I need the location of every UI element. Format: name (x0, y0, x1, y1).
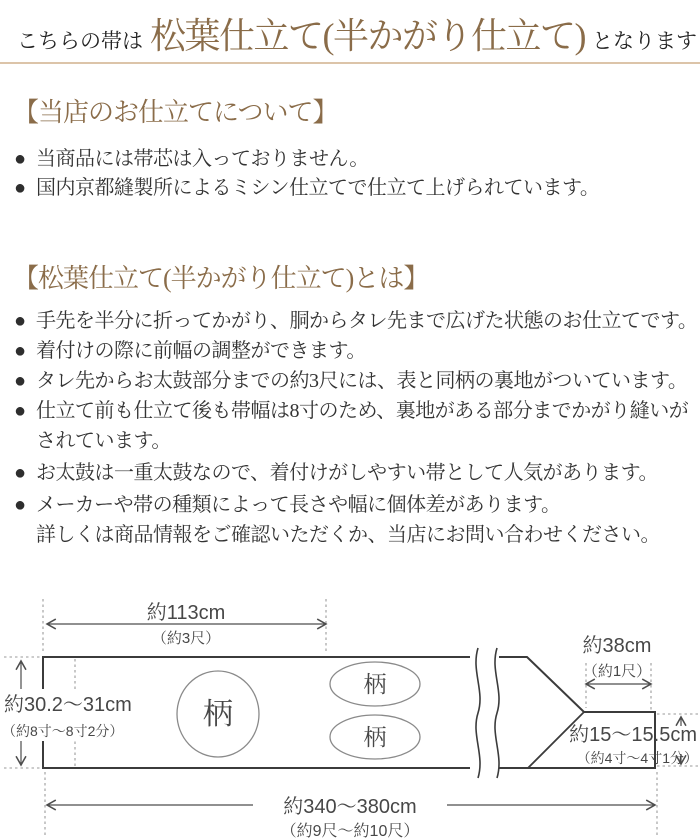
page-title (17, 8, 697, 59)
obi-width-sun-label: （約8寸〜8寸2分） (2, 723, 124, 739)
bullet-text: メーカーや帯の種類によって長さや幅に個体差があります。 (36, 494, 561, 516)
list-item (14, 396, 697, 456)
bullet-text-continued: されています。 (36, 430, 171, 452)
bullet-icon: ● (14, 340, 26, 362)
pattern-label-bottom: 柄 (363, 724, 387, 750)
title-suffix: となります (591, 29, 697, 53)
folded-width-sun-label: （約4寸〜4寸1分） (576, 750, 698, 766)
bullet-icon: ● (14, 310, 26, 332)
bullet-text: お太鼓は一重太鼓なので、着付けがしやすい帯として人気があります。 (36, 462, 658, 484)
matsuba-bullet-list (14, 306, 697, 550)
bullet-text-continued: 詳しくは商品情報をご確認いただくか、当店にお問い合わせください。 (36, 524, 660, 546)
list-item (14, 490, 697, 550)
bullet-text: 当商品には帯芯は入っておりません。 (36, 148, 369, 170)
section-heading-matsuba-shitate: 【松葉仕立て(半かがり仕立て)とは】 (13, 264, 429, 293)
bullet-text: 手先を半分に折ってかがり、胴からタレ先まで広げた状態のお仕立てです。 (36, 310, 698, 332)
bullet-icon: ● (14, 400, 26, 422)
bullet-text: 仕立て前も仕立て後も帯幅は8寸のため、裏地がある部分までかがり縫いが (36, 400, 689, 422)
break-wave-right (495, 648, 499, 778)
total-length-cm-label: 約340〜380cm (283, 796, 417, 818)
tare-length-shaku-label: （約1尺） (582, 663, 652, 680)
total-length-shaku-label: （約9尺〜約10尺） (280, 823, 420, 840)
divider-rule (0, 62, 700, 64)
folded-width-cm-label: 約15〜15.5cm (569, 724, 697, 746)
bullet-text: 着付けの際に前幅の調整ができます。 (36, 340, 366, 362)
pattern-label-top: 柄 (363, 671, 387, 697)
obi-dimension-diagram (0, 585, 700, 840)
title-highlight: 松葉仕立て(半かがり仕立て) (150, 16, 585, 56)
break-wave-left (476, 648, 480, 778)
obi-width-cm-label: 約30.2〜31cm (4, 694, 132, 716)
bullet-icon: ● (14, 148, 26, 170)
bullet-text-group (36, 396, 688, 456)
tesaki-length-shaku-label: （約3尺） (151, 630, 221, 647)
bullet-icon: ● (14, 494, 26, 516)
list-item (14, 366, 697, 396)
section-heading-shop-tailoring: 【当店のお仕立てについて】 (13, 98, 338, 127)
pattern-label-large: 柄 (203, 698, 233, 731)
shop-bullet-list (14, 145, 599, 203)
tare-length-cm-label: 約38cm (582, 635, 652, 657)
bullet-text-group (36, 490, 660, 550)
list-item (14, 306, 697, 336)
bullet-icon: ● (14, 177, 26, 199)
list-item (14, 174, 599, 203)
bullet-icon: ● (14, 370, 26, 392)
bullet-text: 国内京都縫製所によるミシン仕立てで仕立て上げられています。 (36, 177, 600, 199)
list-item (14, 145, 599, 174)
bullet-text: タレ先からお太鼓部分までの約3尺には、表と同柄の裏地がついています。 (36, 370, 688, 392)
title-prefix: こちらの帯は (17, 29, 143, 53)
bullet-icon: ● (14, 462, 26, 484)
list-item (14, 458, 697, 488)
list-item (14, 336, 697, 366)
tesaki-length-cm-label: 約113cm (146, 602, 226, 624)
